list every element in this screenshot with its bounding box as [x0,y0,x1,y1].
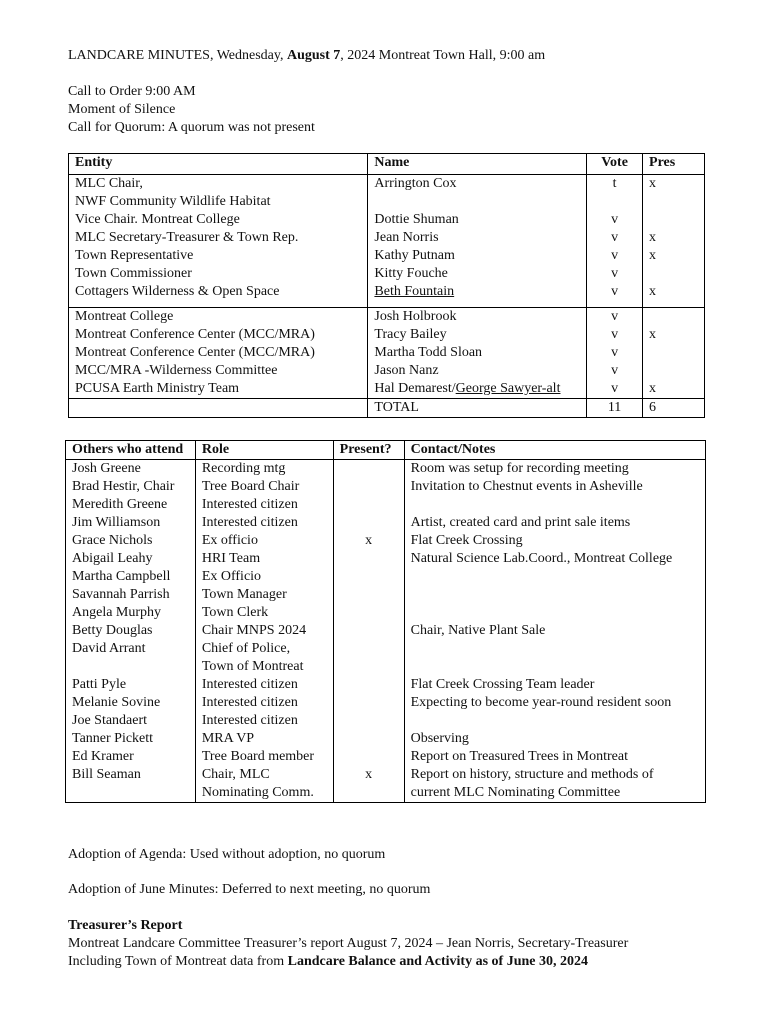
role-cell: Town Manager [195,586,333,604]
role-cell: Interested citizen [195,676,333,694]
adoption-of-agenda: Adoption of Agenda: Used without adoption, no quorum [68,847,386,862]
role-cell: Chair, MLC Nominating Comm. [195,766,333,803]
entity-cell: Montreat Conference Center (MCC/MRA) [69,344,368,362]
entity-cell: PCUSA Earth Ministry Team [69,380,368,399]
table-row [66,640,706,676]
notes-cell [404,496,705,514]
role-cell: Town Clerk [195,604,333,622]
attendee-name-cell: Brad Hestir, Chair [66,478,196,496]
role-cell: Ex Officio [195,568,333,586]
table-row [69,326,705,344]
table-row [69,308,705,327]
pres-cell [643,344,705,362]
name-cell: Martha Todd Sloan [368,344,587,362]
table-row [66,568,706,586]
attendee-name-cell: Grace Nichols [66,532,196,550]
pres-cell [643,265,705,283]
adoption-of-minutes: Adoption of June Minutes: Deferred to next meeting, no quorum [68,882,431,897]
pres-cell: x [643,283,705,308]
table-row [66,604,706,622]
attendee-name-cell: Meredith Greene [66,496,196,514]
others-header: Others who attend [66,441,196,460]
meeting-date: August 7 [286,48,341,63]
present-cell [333,712,404,730]
entity-table-header [69,154,705,175]
name-cell: Jason Nanz [368,362,587,380]
table-row [69,265,705,283]
table-row [66,712,706,730]
vote-cell: v [587,308,643,327]
entity-cell: Montreat Conference Center (MCC/MRA) [69,326,368,344]
role-header: Role [195,441,333,460]
role-cell: Interested citizen [195,496,333,514]
table-row [66,478,706,496]
present-cell [333,730,404,748]
present-cell [333,586,404,604]
total-vote: 11 [587,399,643,418]
role-cell: Chief of Police, Town of Montreat [195,640,333,676]
table-row [66,766,706,803]
call-for-quorum: Call for Quorum: A quorum was not present [68,120,315,135]
vote-cell: v [587,380,643,399]
attendee-name-cell: Jim Williamson [66,514,196,532]
attendee-name-cell: Betty Douglas [66,622,196,640]
pres-cell: x [643,380,705,399]
total-pres: 6 [643,399,705,418]
table-row [66,496,706,514]
others-attendance-table [65,440,706,803]
notes-cell: Chair, Native Plant Sale [404,622,705,640]
entity-cell: MCC/MRA -Wilderness Committee [69,362,368,380]
present-cell [333,622,404,640]
role-cell: HRI Team [195,550,333,568]
table-row [69,229,705,247]
vote-cell: v [587,283,643,308]
table-row [69,344,705,362]
attendee-name-cell: Patti Pyle [66,676,196,694]
pres-cell: x [643,175,705,212]
notes-cell: Flat Creek Crossing [404,532,705,550]
name-cell: Beth Fountain [368,283,587,308]
notes-cell: Room was setup for recording meeting [404,460,705,479]
role-cell: Interested citizen [195,694,333,712]
attendee-name-cell: Bill Seaman [66,766,196,803]
present-cell [333,748,404,766]
present-cell [333,568,404,586]
pres-cell [643,362,705,380]
role-cell: Tree Board Chair [195,478,333,496]
entity-cell: MLC Secretary-Treasurer & Town Rep. [69,229,368,247]
name-cell: Arrington Cox [368,175,587,212]
vote-cell: v [587,229,643,247]
table-row [69,175,705,212]
name-cell: Dottie Shuman [368,211,587,229]
name-cell: Tracy Bailey [368,326,587,344]
table-row [66,532,706,550]
role-cell: Interested citizen [195,712,333,730]
table-row [66,514,706,532]
present-cell [333,640,404,676]
table-row [66,694,706,712]
present-cell [333,550,404,568]
vote-cell: v [587,247,643,265]
entity-cell: Vice Chair. Montreat College [69,211,368,229]
name-cell: Kitty Fouche [368,265,587,283]
table-row [69,380,705,399]
vote-cell: v [587,265,643,283]
notes-cell [404,640,705,676]
role-cell: Tree Board member [195,748,333,766]
pres-cell [643,211,705,229]
total-row [69,399,705,418]
notes-cell: Report on history, structure and methods of current MLC Nominating Committee [404,766,705,803]
notes-cell [404,586,705,604]
name-cell: Josh Holbrook [368,308,587,327]
treasurer-report-line: Montreat Landcare Committee Treasurer’s report August 7, 2024 – Jean Norris, Secretary-Treasurer [68,936,629,951]
others-table-header [66,441,706,460]
table-row [69,283,705,308]
entity-cell: Town Representative [69,247,368,265]
table-row [66,586,706,604]
table-row [69,247,705,265]
moment-of-silence: Moment of Silence [68,102,176,117]
treasurer-report-heading: Treasurer’s Report [68,918,183,933]
pres-header: Pres [643,154,705,175]
table-row [69,362,705,380]
attendee-name-cell: Martha Campbell [66,568,196,586]
attendee-name-cell: Angela Murphy [66,604,196,622]
pres-cell: x [643,229,705,247]
entity-cell [69,399,368,418]
present-cell [333,478,404,496]
notes-cell [404,568,705,586]
entity-cell: MLC Chair, NWF Community Wildlife Habitat [69,175,368,212]
call-to-order: Call to Order 9:00 AM [68,84,196,99]
vote-cell: t [587,175,643,212]
attendee-name-cell: Melanie Sovine [66,694,196,712]
name-cell: Hal Demarest/George Sawyer-alt [368,380,587,399]
role-cell: Chair MNPS 2024 [195,622,333,640]
present-cell: x [333,766,404,803]
notes-cell: Invitation to Chestnut events in Asheville [404,478,705,496]
document-header: LANDCARE MINUTES, Wednesday, August 7, 2024 Montreat Town Hall, 9:00 am [68,48,546,63]
attendee-name-cell: Ed Kramer [66,748,196,766]
notes-cell: Report on Treasured Trees in Montreat [404,748,705,766]
pres-cell: x [643,247,705,265]
vote-cell: v [587,362,643,380]
role-cell: Recording mtg [195,460,333,479]
notes-cell: Expecting to become year-round resident soon [404,694,705,712]
attendee-name-cell: Joe Standaert [66,712,196,730]
notes-cell: Natural Science Lab.Coord., Montreat College [404,550,705,568]
role-cell: MRA VP [195,730,333,748]
present-cell [333,694,404,712]
present-cell [333,496,404,514]
entity-attendance-table [68,153,705,418]
role-cell: Interested citizen [195,514,333,532]
table-row [66,730,706,748]
pres-cell [643,308,705,327]
total-label: TOTAL [368,399,587,418]
attendee-name-cell: Tanner Pickett [66,730,196,748]
notes-cell: Flat Creek Crossing Team leader [404,676,705,694]
table-row [66,676,706,694]
present-cell [333,460,404,479]
present-cell [333,604,404,622]
entity-header: Entity [69,154,368,175]
notes-cell: Artist, created card and print sale items [404,514,705,532]
vote-cell: v [587,326,643,344]
present-cell [333,676,404,694]
notes-cell [404,604,705,622]
notes-cell: Observing [404,730,705,748]
present-header: Present? [333,441,404,460]
vote-cell: v [587,344,643,362]
table-row [69,211,705,229]
role-cell: Ex officio [195,532,333,550]
attendee-name-cell: David Arrant [66,640,196,676]
treasurer-report-source: Including Town of Montreat data from Landcare Balance and Activity as of June 30, 2024 [68,954,588,969]
attendee-name-cell: Josh Greene [66,460,196,479]
name-cell: Jean Norris [368,229,587,247]
present-cell [333,514,404,532]
entity-cell: Town Commissioner [69,265,368,283]
notes-header: Contact/Notes [404,441,705,460]
notes-cell [404,712,705,730]
attendee-name-cell: Savannah Parrish [66,586,196,604]
name-cell: Kathy Putnam [368,247,587,265]
present-cell: x [333,532,404,550]
others-table-body [66,460,706,803]
vote-header: Vote [587,154,643,175]
entity-cell: Cottagers Wilderness & Open Space [69,283,368,308]
entity-cell: Montreat College [69,308,368,327]
pres-cell: x [643,326,705,344]
table-row [66,748,706,766]
vote-cell: v [587,211,643,229]
name-header: Name [368,154,587,175]
table-row [66,550,706,568]
table-row [66,460,706,479]
attendee-name-cell: Abigail Leahy [66,550,196,568]
table-row [66,622,706,640]
